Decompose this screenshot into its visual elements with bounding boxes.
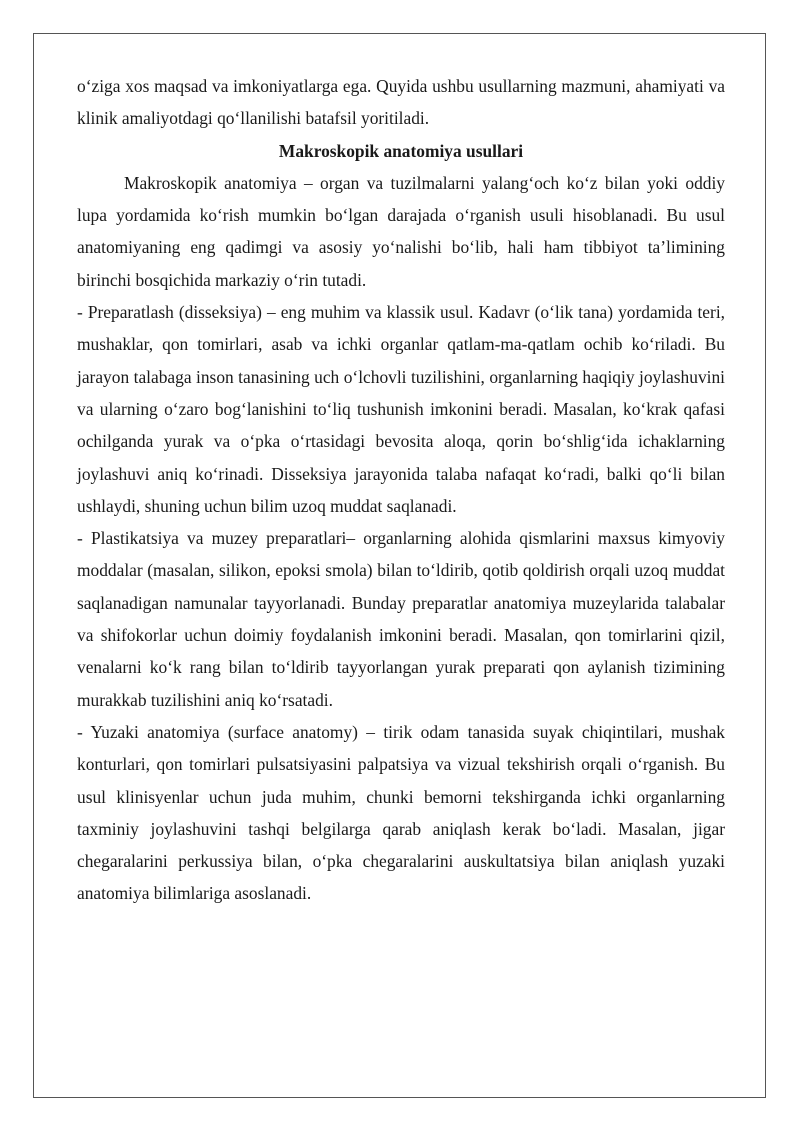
intro-paragraph: o‘ziga xos maqsad va imkoniyatlarga ega. Quyida ushbu usullarning mazmuni, ahamiyati va klinik amaliyotdagi qo‘llanilishi batafsil yoritiladi. (77, 76, 725, 129)
dissection-paragraph: - Preparatlash (disseksiya) – eng muhim va klassik usul. Kadavr (o‘lik tana) yordamida teri, mushaklar, qon tomirlari, asab va ichki organlar qatlam-ma-qatlam ochib ko‘riladi. Bu jarayon talabaga inson tanasining uch o‘lchovli tuzilishini, organlarning haqiqiy joylashuvini va ularning o‘zaro bog‘lanishini to‘liq tushunish imkonini beradi. Masalan, ko‘krak qafasi ochilganda yurak va o‘pka o‘rtasidagi bevosita aloqa, qorin bo‘shlig‘ida ichaklarning joylashuvi aniq ko‘rinadi. Disseksiya jarayonida talaba nafaqat ko‘radi, balki qo‘li bilan ushlaydi, shuning uchun bilim uzoq muddat saqlanadi. (77, 302, 725, 516)
plastination-paragraph: - Plastikatsiya va muzey preparatlari– organlarning alohida qismlarini maxsus kimyoviy moddalar (masalan, silikon, epoksi smola) bilan to‘ldirib, qotib qoldirish orqali uzoq muddat saqlanadigan namunalar tayyorlanadi. Bunday preparatlar anatomiya muzeylarida talabalar va shifokorlar uchun doimiy foydalanish imkonini beradi. Masalan, qon tomirlarini qizil, venalarni ko‘k rang bilan to‘ldirib tayyorlangan yurak preparati qon aylanish tizimining murakkab tuzilishini aniq ko‘rsatadi. (77, 528, 725, 710)
surface-anatomy-paragraph: - Yuzaki anatomiya (surface anatomy) – tirik odam tanasida suyak chiqintilari, mushak konturlari, qon tomirlari pulsatsiyasini palpatsiya va vizual tekshirish orqali o‘rganish. Bu usul klinisyenlar uchun juda muhim, chunki bemorni tekshirganda ichki organlarning taxminiy joylashuvini tashqi belgilarga qarab aniqlash kerak bo‘ladi. Masalan, jigar chegaralarini perkussiya bilan, o‘pka chegaralarini auskultatsiya bilan aniqlash yuzaki anatomiya bilimlariga asoslanadi. (77, 721, 725, 904)
section-heading: Makroskopik anatomiya usullari (278, 140, 524, 161)
definition-paragraph: Makroskopik anatomiya – organ va tuzilmalarni yalang‘och ko‘z bilan yoki oddiy lupa yordamida ko‘rish mumkin bo‘lgan darajada o‘rganish usuli hisoblanadi. Bu usul anatomiyaning eng qadimgi va asosiy yo‘nalishi bo‘lib, hali ham tibbiyot ta’limining birinchi bosqichida markaziy o‘rin tutadi. (77, 172, 725, 290)
document-body (77, 70, 725, 910)
